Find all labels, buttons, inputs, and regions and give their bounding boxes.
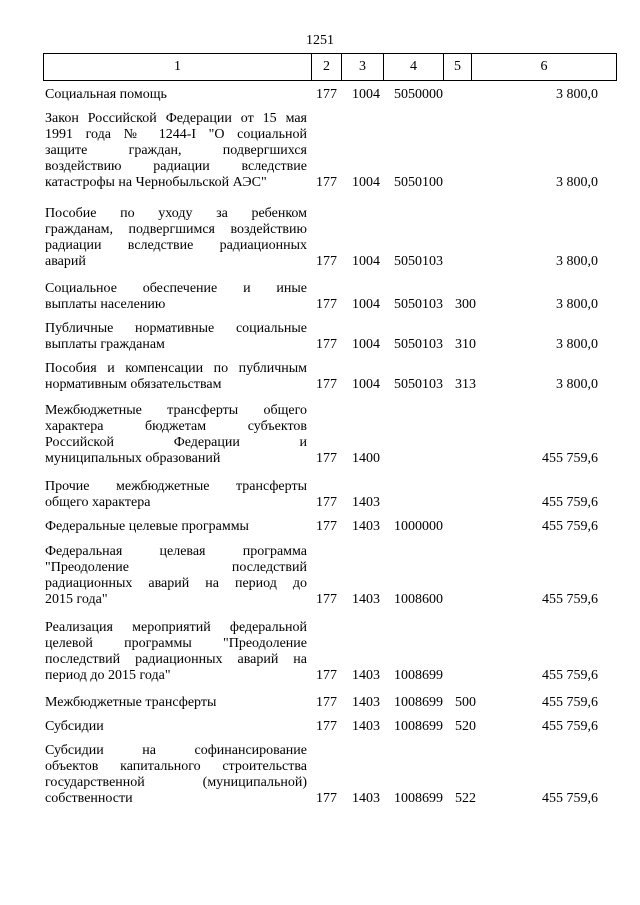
row-name-line: характера бюджетам субъектов bbox=[45, 419, 307, 434]
row-name-line: Пособие по уходу за ребенком bbox=[45, 206, 307, 221]
row-name-line: объектов капитального строительства bbox=[45, 759, 307, 774]
column-header-2: 2 bbox=[312, 54, 342, 81]
table-row bbox=[0, 519, 640, 535]
ministry-code: 177 bbox=[316, 519, 337, 534]
amount: 3 800,0 bbox=[556, 337, 598, 352]
row-name bbox=[45, 361, 307, 393]
expense-type: 310 bbox=[455, 337, 476, 352]
row-name-line: Пособия и компенсации по публичным bbox=[45, 361, 307, 376]
row-name bbox=[45, 111, 307, 191]
ministry-code: 177 bbox=[316, 337, 337, 352]
row-name-line: выплаты населению bbox=[45, 297, 166, 312]
row-name bbox=[45, 695, 307, 711]
row-name-line: Субсидии bbox=[45, 719, 104, 734]
expense-type: 520 bbox=[455, 719, 476, 734]
row-name-line: период до 2015 года" bbox=[45, 668, 171, 683]
row-name-line: общего характера bbox=[45, 495, 151, 510]
amount: 455 759,6 bbox=[542, 519, 598, 534]
table-row bbox=[0, 403, 640, 467]
table-row bbox=[0, 695, 640, 711]
ministry-code: 177 bbox=[316, 719, 337, 734]
section-code: 1004 bbox=[352, 337, 380, 352]
row-name-line: Российской Федерации и bbox=[45, 435, 307, 450]
row-name-line: Федеральные целевые программы bbox=[45, 519, 249, 534]
ministry-code: 177 bbox=[316, 377, 337, 392]
ministry-code: 177 bbox=[316, 254, 337, 269]
row-name-line: 1991 года № 1244-I "О социальной bbox=[45, 127, 307, 142]
row-name-line: радиации вследствие радиационных bbox=[45, 238, 307, 253]
row-name-line: воздействию радиации вследствие bbox=[45, 159, 307, 174]
table-row bbox=[0, 111, 640, 191]
row-name-line: последствий радиационных аварий на bbox=[45, 652, 307, 667]
ministry-code: 177 bbox=[316, 495, 337, 510]
row-name-line: катастрофы на Чернобыльской АЭС" bbox=[45, 175, 267, 190]
row-name-line: Закон Российской Федерации от 15 мая bbox=[45, 111, 307, 126]
amount: 455 759,6 bbox=[542, 719, 598, 734]
row-name-line: Реализация мероприятий федеральной bbox=[45, 620, 307, 635]
row-name bbox=[45, 519, 307, 535]
expense-type: 313 bbox=[455, 377, 476, 392]
target-article: 1008699 bbox=[394, 695, 443, 710]
row-name-line: выплаты гражданам bbox=[45, 337, 165, 352]
row-name bbox=[45, 206, 307, 270]
amount: 455 759,6 bbox=[542, 592, 598, 607]
row-name-line: Межбюджетные трансферты общего bbox=[45, 403, 307, 418]
row-name-line: целевой программы "Преодоление bbox=[45, 636, 307, 651]
row-name-line: Социальное обеспечение и иные bbox=[45, 281, 307, 296]
row-name bbox=[45, 479, 307, 511]
table-row bbox=[0, 206, 640, 270]
amount: 455 759,6 bbox=[542, 668, 598, 683]
row-name-line: Межбюджетные трансферты bbox=[45, 695, 217, 710]
section-code: 1400 bbox=[352, 451, 380, 466]
amount: 3 800,0 bbox=[556, 87, 598, 102]
amount: 3 800,0 bbox=[556, 254, 598, 269]
row-name bbox=[45, 321, 307, 353]
row-name-line: "Преодоление последствий bbox=[45, 560, 307, 575]
target-article: 5050100 bbox=[394, 175, 443, 190]
amount: 3 800,0 bbox=[556, 175, 598, 190]
ministry-code: 177 bbox=[316, 791, 337, 806]
section-code: 1403 bbox=[352, 592, 380, 607]
row-name bbox=[45, 743, 307, 807]
ministry-code: 177 bbox=[316, 297, 337, 312]
section-code: 1403 bbox=[352, 791, 380, 806]
ministry-code: 177 bbox=[316, 668, 337, 683]
target-article: 5050103 bbox=[394, 297, 443, 312]
table-row bbox=[0, 87, 640, 103]
table-row bbox=[0, 620, 640, 684]
row-name-line: нормативным обязательствам bbox=[45, 377, 222, 392]
row-name-line: аварий bbox=[45, 254, 86, 269]
amount: 455 759,6 bbox=[542, 791, 598, 806]
target-article: 5050000 bbox=[394, 87, 443, 102]
ministry-code: 177 bbox=[316, 175, 337, 190]
expense-type: 522 bbox=[455, 791, 476, 806]
column-header-1: 1 bbox=[44, 54, 312, 81]
section-code: 1403 bbox=[352, 495, 380, 510]
section-code: 1403 bbox=[352, 668, 380, 683]
column-header-5: 5 bbox=[444, 54, 472, 81]
section-code: 1004 bbox=[352, 377, 380, 392]
table-row bbox=[0, 281, 640, 313]
row-name bbox=[45, 403, 307, 467]
row-name-line: Прочие межбюджетные трансферты bbox=[45, 479, 307, 494]
row-name-line: государственной (муниципальной) bbox=[45, 775, 307, 790]
column-header-row bbox=[44, 54, 617, 81]
row-name-line: муниципальных образований bbox=[45, 451, 221, 466]
row-name bbox=[45, 87, 307, 103]
row-name bbox=[45, 620, 307, 684]
row-name-line: защите граждан, подвергшихся bbox=[45, 143, 307, 158]
row-name-line: Федеральная целевая программа bbox=[45, 544, 307, 559]
target-article: 1008699 bbox=[394, 791, 443, 806]
table-row bbox=[0, 479, 640, 511]
amount: 455 759,6 bbox=[542, 451, 598, 466]
table-row bbox=[0, 719, 640, 735]
target-article: 1008699 bbox=[394, 668, 443, 683]
target-article: 1000000 bbox=[394, 519, 443, 534]
target-article: 5050103 bbox=[394, 337, 443, 352]
section-code: 1403 bbox=[352, 695, 380, 710]
row-name-line: собственности bbox=[45, 791, 133, 806]
target-article: 5050103 bbox=[394, 254, 443, 269]
row-name-line: радиационных аварий на период до bbox=[45, 576, 307, 591]
row-name-line: Субсидии на софинансирование bbox=[45, 743, 307, 758]
section-code: 1403 bbox=[352, 719, 380, 734]
ministry-code: 177 bbox=[316, 87, 337, 102]
amount: 3 800,0 bbox=[556, 297, 598, 312]
expense-type: 500 bbox=[455, 695, 476, 710]
row-name bbox=[45, 544, 307, 608]
section-code: 1403 bbox=[352, 519, 380, 534]
amount: 455 759,6 bbox=[542, 495, 598, 510]
amount: 455 759,6 bbox=[542, 695, 598, 710]
table-row bbox=[0, 321, 640, 353]
row-name bbox=[45, 281, 307, 313]
target-article: 1008699 bbox=[394, 719, 443, 734]
expense-type: 300 bbox=[455, 297, 476, 312]
page-number: 1251 bbox=[306, 33, 334, 48]
target-article: 5050103 bbox=[394, 377, 443, 392]
table-row bbox=[0, 544, 640, 608]
amount: 3 800,0 bbox=[556, 377, 598, 392]
section-code: 1004 bbox=[352, 87, 380, 102]
row-name-line: 2015 года" bbox=[45, 592, 108, 607]
row-name-line: Публичные нормативные социальные bbox=[45, 321, 307, 336]
section-code: 1004 bbox=[352, 254, 380, 269]
section-code: 1004 bbox=[352, 175, 380, 190]
ministry-code: 177 bbox=[316, 451, 337, 466]
row-name bbox=[45, 719, 307, 735]
row-name-line: Социальная помощь bbox=[45, 87, 167, 102]
table-row bbox=[0, 361, 640, 393]
section-code: 1004 bbox=[352, 297, 380, 312]
table-row bbox=[0, 743, 640, 807]
ministry-code: 177 bbox=[316, 592, 337, 607]
row-name-line: гражданам, подвергшимся воздействию bbox=[45, 222, 307, 237]
ministry-code: 177 bbox=[316, 695, 337, 710]
column-header-3: 3 bbox=[342, 54, 384, 81]
target-article: 1008600 bbox=[394, 592, 443, 607]
column-header-6: 6 bbox=[472, 54, 617, 81]
column-header-4: 4 bbox=[384, 54, 444, 81]
column-header-table bbox=[43, 53, 617, 81]
